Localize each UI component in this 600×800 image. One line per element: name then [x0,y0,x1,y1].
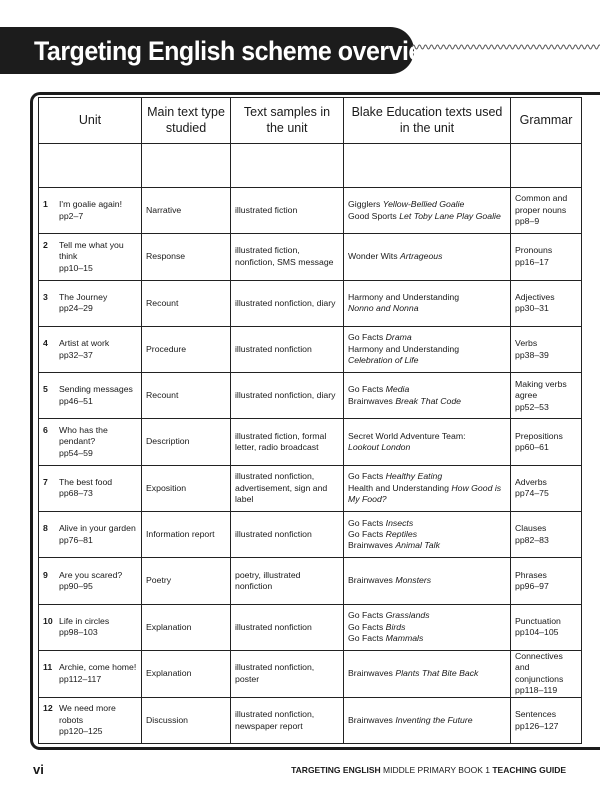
text-samples-cell: illustrated fiction, nonfiction, SMS message [231,234,344,280]
unit-title: The Journey pp24–29 [59,291,108,314]
footer-book-suffix: TEACHING GUIDE [492,765,566,775]
book-title: Birds [385,621,406,632]
table-row [39,465,582,511]
series-name: Good Sports [348,210,400,221]
book-title: Inventing the Future [395,714,473,725]
text-samples-cell: poetry, illustrated nonfiction [231,558,344,604]
table-row [39,280,582,326]
series-name: Go Facts [348,528,386,539]
text-type-cell: Procedure [142,326,231,372]
text-type-cell: Recount [142,373,231,419]
unit-number: 6 [43,424,48,435]
blake-texts-cell [344,326,511,372]
unit-cell [39,373,142,419]
table-row [39,373,582,419]
table-row [39,558,582,604]
decorative-squiggle [412,40,600,54]
blake-texts-cell [344,280,511,326]
unit-cell [39,650,142,697]
unit-cell [39,280,142,326]
grammar-cell: Pronouns pp16–17 [511,234,582,280]
text-samples-cell: illustrated nonfiction, diary [231,373,344,419]
series-name: Gigglers [348,199,383,210]
text-type-cell: Poetry [142,558,231,604]
unit-number: 12 [43,703,53,714]
unit-title: I'm goalie again! pp2–7 [59,199,122,221]
unit-title: Who has the pendant? pp54–59 [59,424,108,458]
book-title: Insects [385,517,414,528]
grammar-cell: Verbs pp38–39 [511,326,582,372]
text-samples-cell: illustrated nonfiction, newspaper report [231,697,344,743]
blake-texts-cell [344,188,511,234]
running-footer [291,765,566,775]
grammar-cell: Making verbs agree pp52–53 [511,373,582,419]
series-name: Go Facts [348,471,386,482]
series-name: Brainwaves [348,395,396,406]
table-row [39,604,582,650]
unit-number: 9 [43,569,48,580]
text-samples-cell: illustrated nonfiction, diary [231,280,344,326]
unit-title: Sending messages pp46–51 [59,384,133,406]
blake-texts-cell [344,419,511,465]
unit-cell [39,512,142,558]
series-name: Brainwaves [348,668,396,679]
series-name: Go Facts [348,621,386,632]
book-title: Animal Talk [395,540,440,551]
grammar-cell: Adjectives pp30–31 [511,280,582,326]
unit-number: 8 [43,523,48,534]
series-name: Go Facts [348,517,386,528]
unit-number: 4 [43,338,48,349]
book-title: Yellow-Bellied Goalie [382,199,465,210]
unit-cell [39,558,142,604]
table-row [39,234,582,280]
table-row [39,650,582,697]
unit-title: The best food pp68–73 [59,476,113,499]
blake-texts-cell [344,512,511,558]
unit-cell [39,326,142,372]
unit-number: 10 [43,615,53,626]
text-samples-cell: illustrated fiction [231,188,344,234]
book-title: How Good is My Food? [348,482,502,505]
unit-cell [39,419,142,465]
text-type-cell: Discussion [142,697,231,743]
book-title: Break That Code [395,395,462,406]
footer-book-title: TARGETING ENGLISH [291,765,381,775]
unit-cell [39,188,142,234]
book-title: Mammals [385,633,424,644]
unit-title: We need more robots pp120–125 [59,703,116,737]
text-type-cell: Recount [142,280,231,326]
series-name: Brainwaves [348,575,396,586]
text-type-cell: Explanation [142,650,231,697]
book-title: Drama [385,332,412,343]
series-name: Brainwaves [348,540,396,551]
table-row [39,419,582,465]
book-title: Lookout London [348,442,411,453]
table-row [39,697,582,743]
table-row [39,188,582,234]
book-title: Nonno and Nonna [348,303,419,314]
table-spacer-row [39,144,582,188]
unit-number: 5 [43,384,48,395]
table-row [39,512,582,558]
unit-number: 11 [43,662,53,673]
series-name: Harmony and Understanding [348,291,460,302]
unit-title: Life in circles pp98–103 [59,615,110,638]
grammar-cell: Sentences pp126–127 [511,697,582,743]
text-samples-cell: illustrated nonfiction [231,512,344,558]
column-header-text-samples: Text samples in the unit [231,98,344,144]
series-name: Go Facts [348,332,386,343]
series-name: Brainwaves [348,714,396,725]
page-number: vi [33,762,44,777]
series-name: Go Facts [348,633,386,644]
grammar-cell: Connectives and conjunctions pp118–119 [511,650,582,697]
book-title: Reptiles [385,528,418,539]
series-name: Go Facts [348,610,386,621]
unit-title: Tell me what you think pp10–15 [59,239,124,273]
grammar-cell: Adverbs pp74–75 [511,465,582,511]
unit-title: Artist at work pp32–37 [59,338,110,360]
unit-title: Are you scared? pp90–95 [59,569,123,592]
text-samples-cell: illustrated nonfiction [231,604,344,650]
blake-texts-cell [344,558,511,604]
blake-texts-cell [344,465,511,511]
grammar-cell: Clauses pp82–83 [511,512,582,558]
column-header-text-type: Main text type studied [142,98,231,144]
unit-cell [39,604,142,650]
grammar-cell: Phrases pp96–97 [511,558,582,604]
text-samples-cell: illustrated nonfiction, poster [231,650,344,697]
table-row [39,326,582,372]
unit-cell [39,697,142,743]
text-type-cell: Response [142,234,231,280]
unit-number: 3 [43,291,48,302]
grammar-cell: Prepositions pp60–61 [511,419,582,465]
column-header-unit: Unit [39,98,142,144]
column-header-blake-texts: Blake Education texts used in the unit [344,98,511,144]
book-title: Monsters [395,575,432,586]
unit-cell [39,234,142,280]
book-title: Plants That Bite Back [395,668,479,679]
page-title: Targeting English scheme overview [34,36,441,67]
book-title: Let Toby Lane Play Goalie [399,210,501,221]
series-name: Wonder Wits [348,251,400,262]
book-title: Healthy Eating [385,471,443,482]
unit-number: 2 [43,239,48,250]
text-samples-cell: illustrated nonfiction [231,326,344,372]
book-title: Artrageous [399,251,443,262]
blake-texts-cell [344,373,511,419]
text-samples-cell: illustrated nonfiction, advertisement, sign and label [231,465,344,511]
unit-number: 1 [43,199,48,210]
scheme-overview-table [38,97,582,744]
book-title: Media [385,384,410,395]
series-name: Harmony and Understanding [348,343,460,354]
unit-title: Archie, come home! pp112–117 [59,662,137,684]
text-type-cell: Narrative [142,188,231,234]
book-title: Celebration of Life [348,355,419,366]
blake-texts-cell [344,604,511,650]
footer-book-subtitle: MIDDLE PRIMARY BOOK 1 [380,765,493,775]
series-name: Secret World Adventure Team: [348,430,466,441]
text-samples-cell: illustrated fiction, formal letter, radio broadcast [231,419,344,465]
unit-title: Alive in your garden pp76–81 [59,523,136,545]
text-type-cell: Description [142,419,231,465]
table-body [39,144,582,744]
grammar-cell: Punctuation pp104–105 [511,604,582,650]
unit-number: 7 [43,476,48,487]
series-name: Health and Understanding [348,482,452,493]
text-type-cell: Explanation [142,604,231,650]
column-header-grammar: Grammar [511,98,582,144]
grammar-cell: Common and proper nouns pp8–9 [511,188,582,234]
blake-texts-cell [344,234,511,280]
blake-texts-cell [344,650,511,697]
series-name: Go Facts [348,384,386,395]
unit-cell [39,465,142,511]
text-type-cell: Information report [142,512,231,558]
text-type-cell: Exposition [142,465,231,511]
blake-texts-cell [344,697,511,743]
book-title: Grasslands [385,610,430,621]
table-header-row [39,98,582,144]
